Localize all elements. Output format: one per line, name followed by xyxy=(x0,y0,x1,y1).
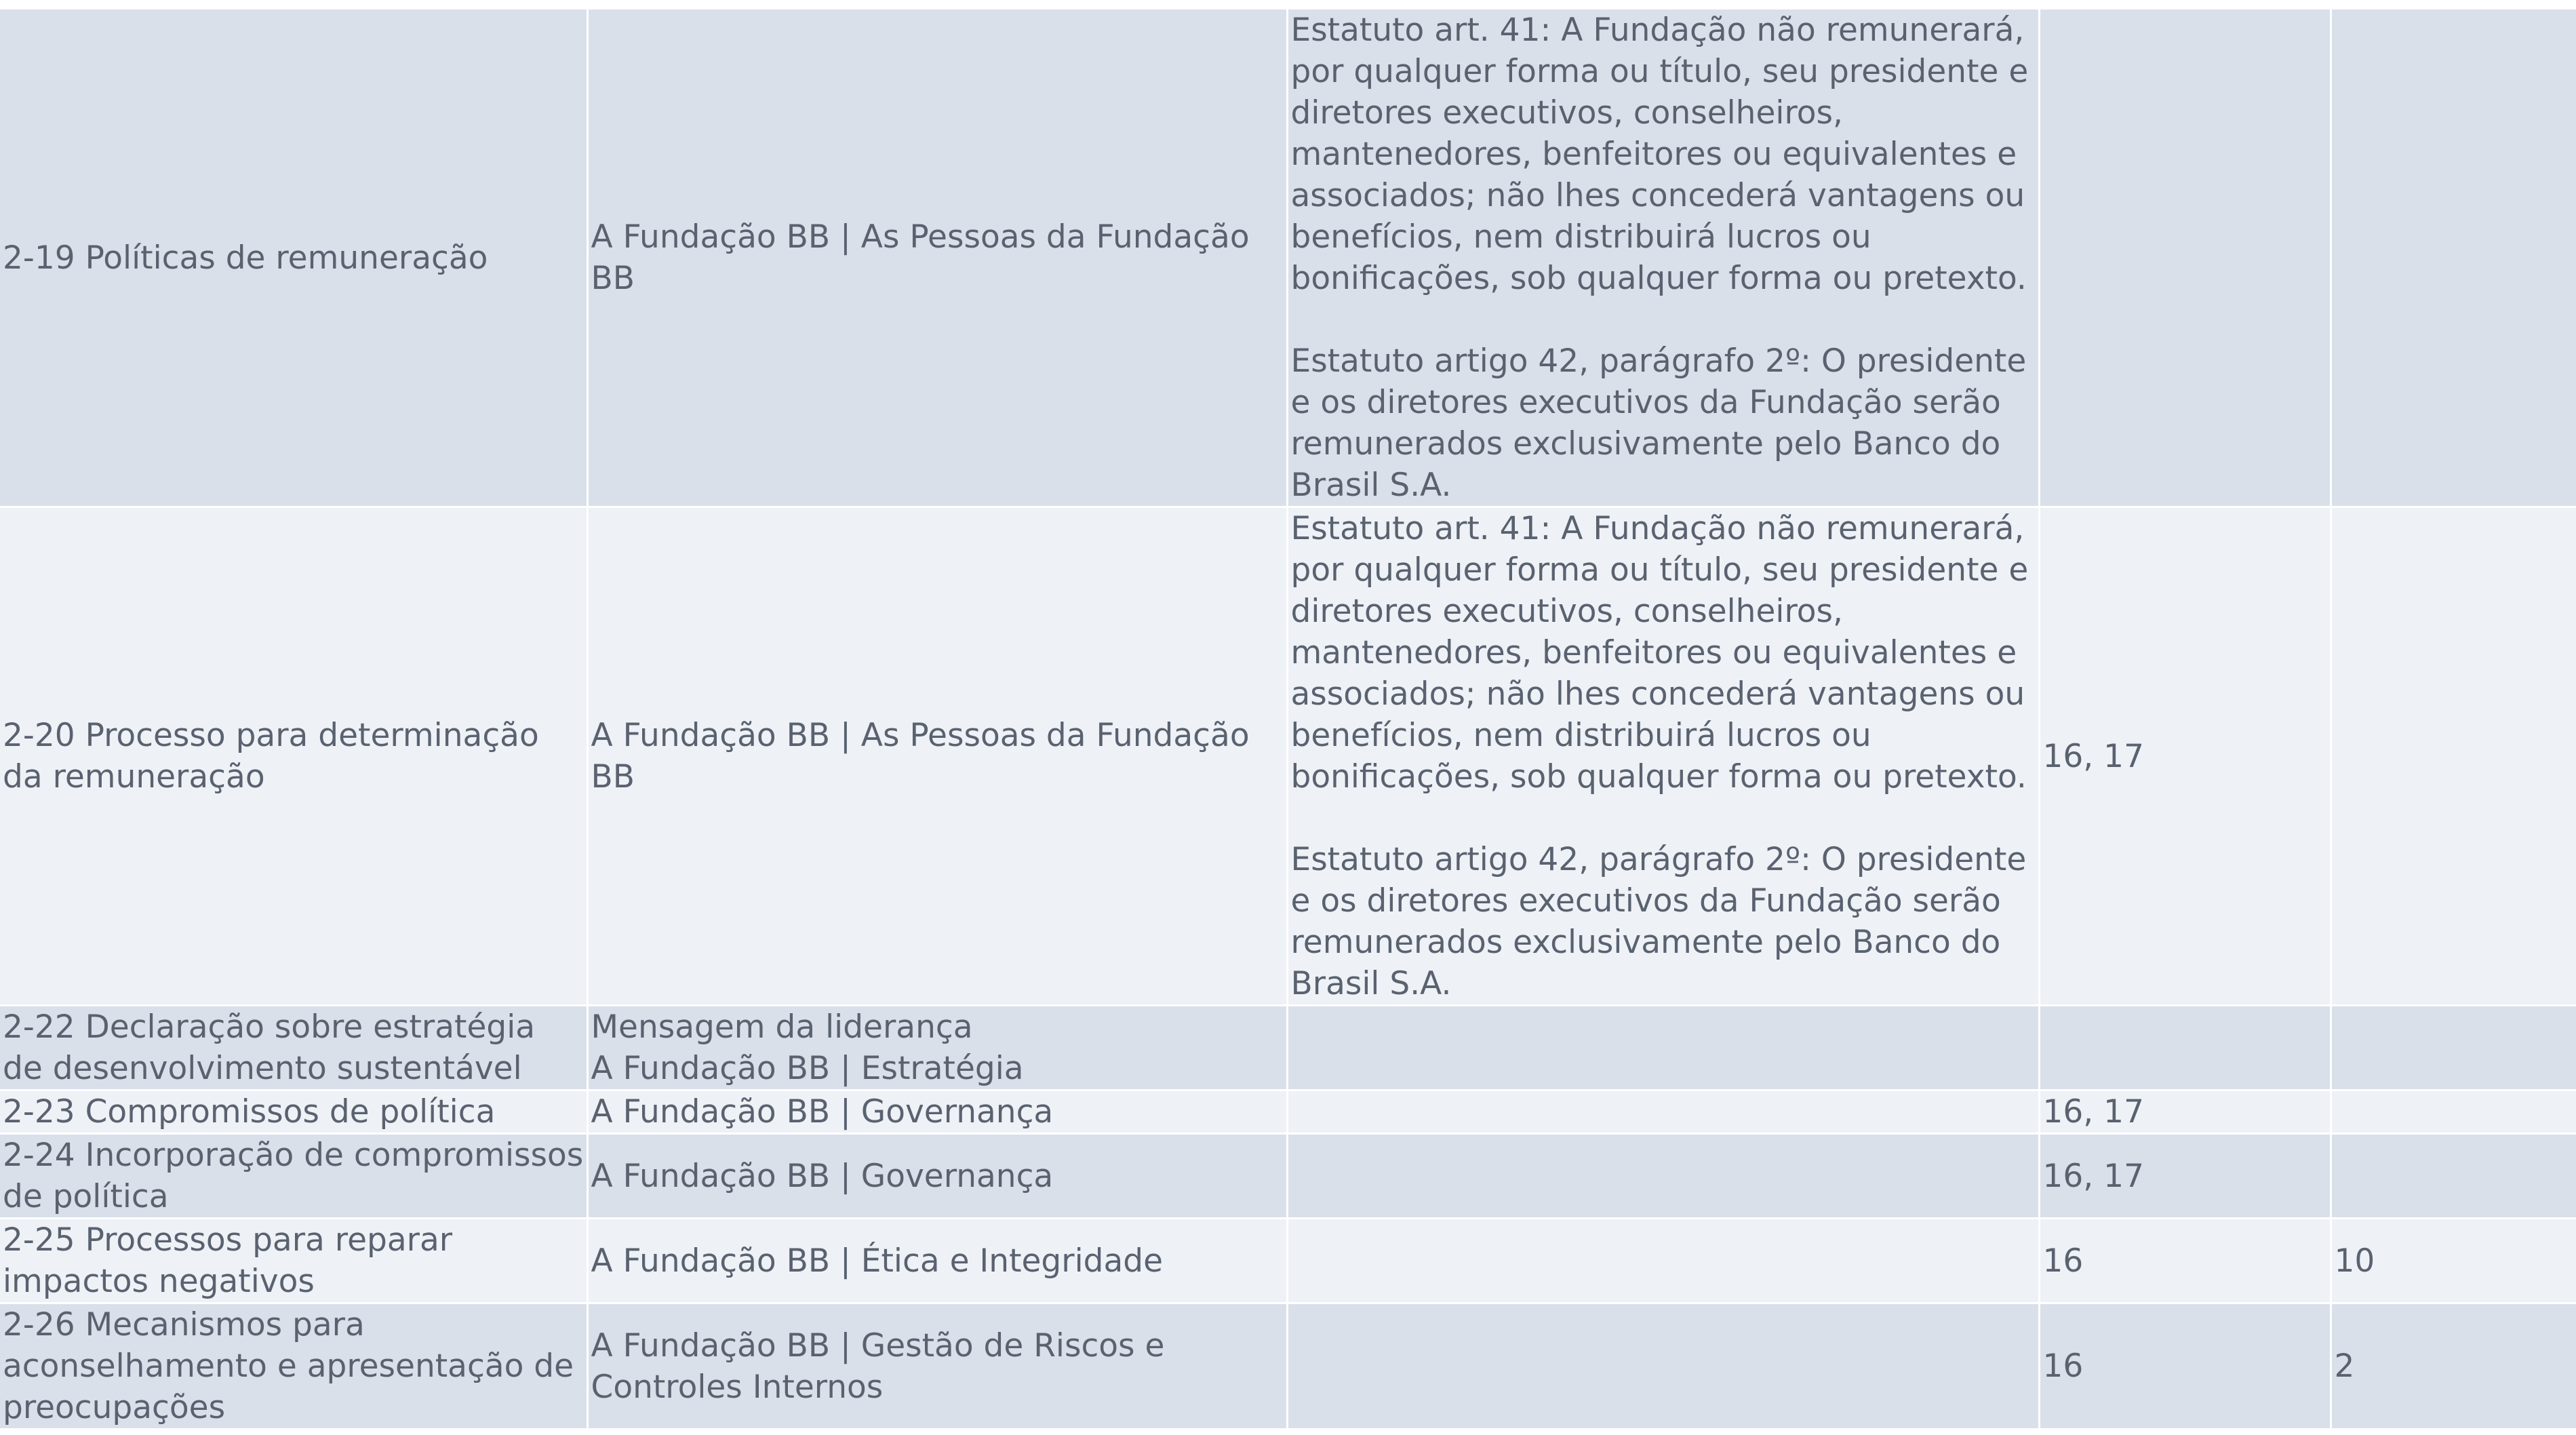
location-cell: Mensagem da liderança A Fundação BB | Estratégia xyxy=(587,1006,1287,1090)
table-row xyxy=(0,1303,2576,1430)
disclosure-cell: 2-19 Políticas de remuneração xyxy=(0,9,587,507)
ods-cell: 16, 17 xyxy=(2039,507,2331,1006)
disclosure-cell: 2-24 Incorporação de compromissos de política xyxy=(0,1134,587,1219)
ods-cell: 16, 17 xyxy=(2039,1090,2331,1134)
disclosure-cell: 2-23 Compromissos de política xyxy=(0,1090,587,1134)
note-cell xyxy=(1287,1134,2039,1219)
disclosure-cell: 2-26 Mecanismos para aconselhamento e apresentação de preocupações xyxy=(0,1303,587,1430)
disclosure-cell: 2-25 Processos para reparar impactos negativos xyxy=(0,1219,587,1303)
note-cell xyxy=(1287,1219,2039,1303)
table-row xyxy=(0,1006,2576,1090)
table-row xyxy=(0,507,2576,1006)
note-cell xyxy=(1287,1090,2039,1134)
location-cell: A Fundação BB | As Pessoas da Fundação BB xyxy=(587,507,1287,1006)
principle-cell xyxy=(2331,507,2576,1006)
note-cell xyxy=(1287,1006,2039,1090)
table-row xyxy=(0,1134,2576,1219)
note-cell: Estatuto art. 41: A Fundação não remunerará, por qualquer forma ou título, seu presidente e diretores executivos, conselheiros, mantenedores, benfeitores ou equivalentes e associados; não lhes concederá vantagens ou benefícios, nem distribuirá lucros ou bonificações, sob qualquer forma ou pretexto. Estatuto artigo 42, parágrafo 2º: O presidente e os diretores executivos da Fundação serão remunerados exclusivamente pelo Banco do Brasil S.A. xyxy=(1287,507,2039,1006)
table-row xyxy=(0,1090,2576,1134)
location-cell: A Fundação BB | Governança xyxy=(587,1134,1287,1219)
ods-cell: 16 xyxy=(2039,1219,2331,1303)
principle-cell: 10 xyxy=(2331,1219,2576,1303)
ods-cell xyxy=(2039,1006,2331,1090)
ods-cell: 16 xyxy=(2039,1303,2331,1430)
location-cell: A Fundação BB | As Pessoas da Fundação BB xyxy=(587,9,1287,507)
note-cell: Estatuto art. 41: A Fundação não remunerará, por qualquer forma ou título, seu presidente e diretores executivos, conselheiros, mantenedores, benfeitores ou equivalentes e associados; não lhes concederá vantagens ou benefícios, nem distribuirá lucros ou bonificações, sob qualquer forma ou pretexto. Estatuto artigo 42, parágrafo 2º: O presidente e os diretores executivos da Fundação serão remunerados exclusivamente pelo Banco do Brasil S.A. xyxy=(1287,9,2039,507)
table-row xyxy=(0,9,2576,507)
principle-cell xyxy=(2331,9,2576,507)
disclosure-cell: 2-20 Processo para determinação da remuneração xyxy=(0,507,587,1006)
location-cell: A Fundação BB | Ética e Integridade xyxy=(587,1219,1287,1303)
principle-cell: 2 xyxy=(2331,1303,2576,1430)
ods-cell xyxy=(2039,9,2331,507)
location-cell: A Fundação BB | Governança xyxy=(587,1090,1287,1134)
principle-cell xyxy=(2331,1134,2576,1219)
ods-cell: 16, 17 xyxy=(2039,1134,2331,1219)
note-cell xyxy=(1287,1303,2039,1430)
location-cell: A Fundação BB | Gestão de Riscos e Controles Internos xyxy=(587,1303,1287,1430)
table-row xyxy=(0,1219,2576,1303)
principle-cell xyxy=(2331,1006,2576,1090)
disclosure-cell: 2-22 Declaração sobre estratégia de desenvolvimento sustentável xyxy=(0,1006,587,1090)
principle-cell xyxy=(2331,1090,2576,1134)
gri-content-table xyxy=(0,9,2576,1430)
